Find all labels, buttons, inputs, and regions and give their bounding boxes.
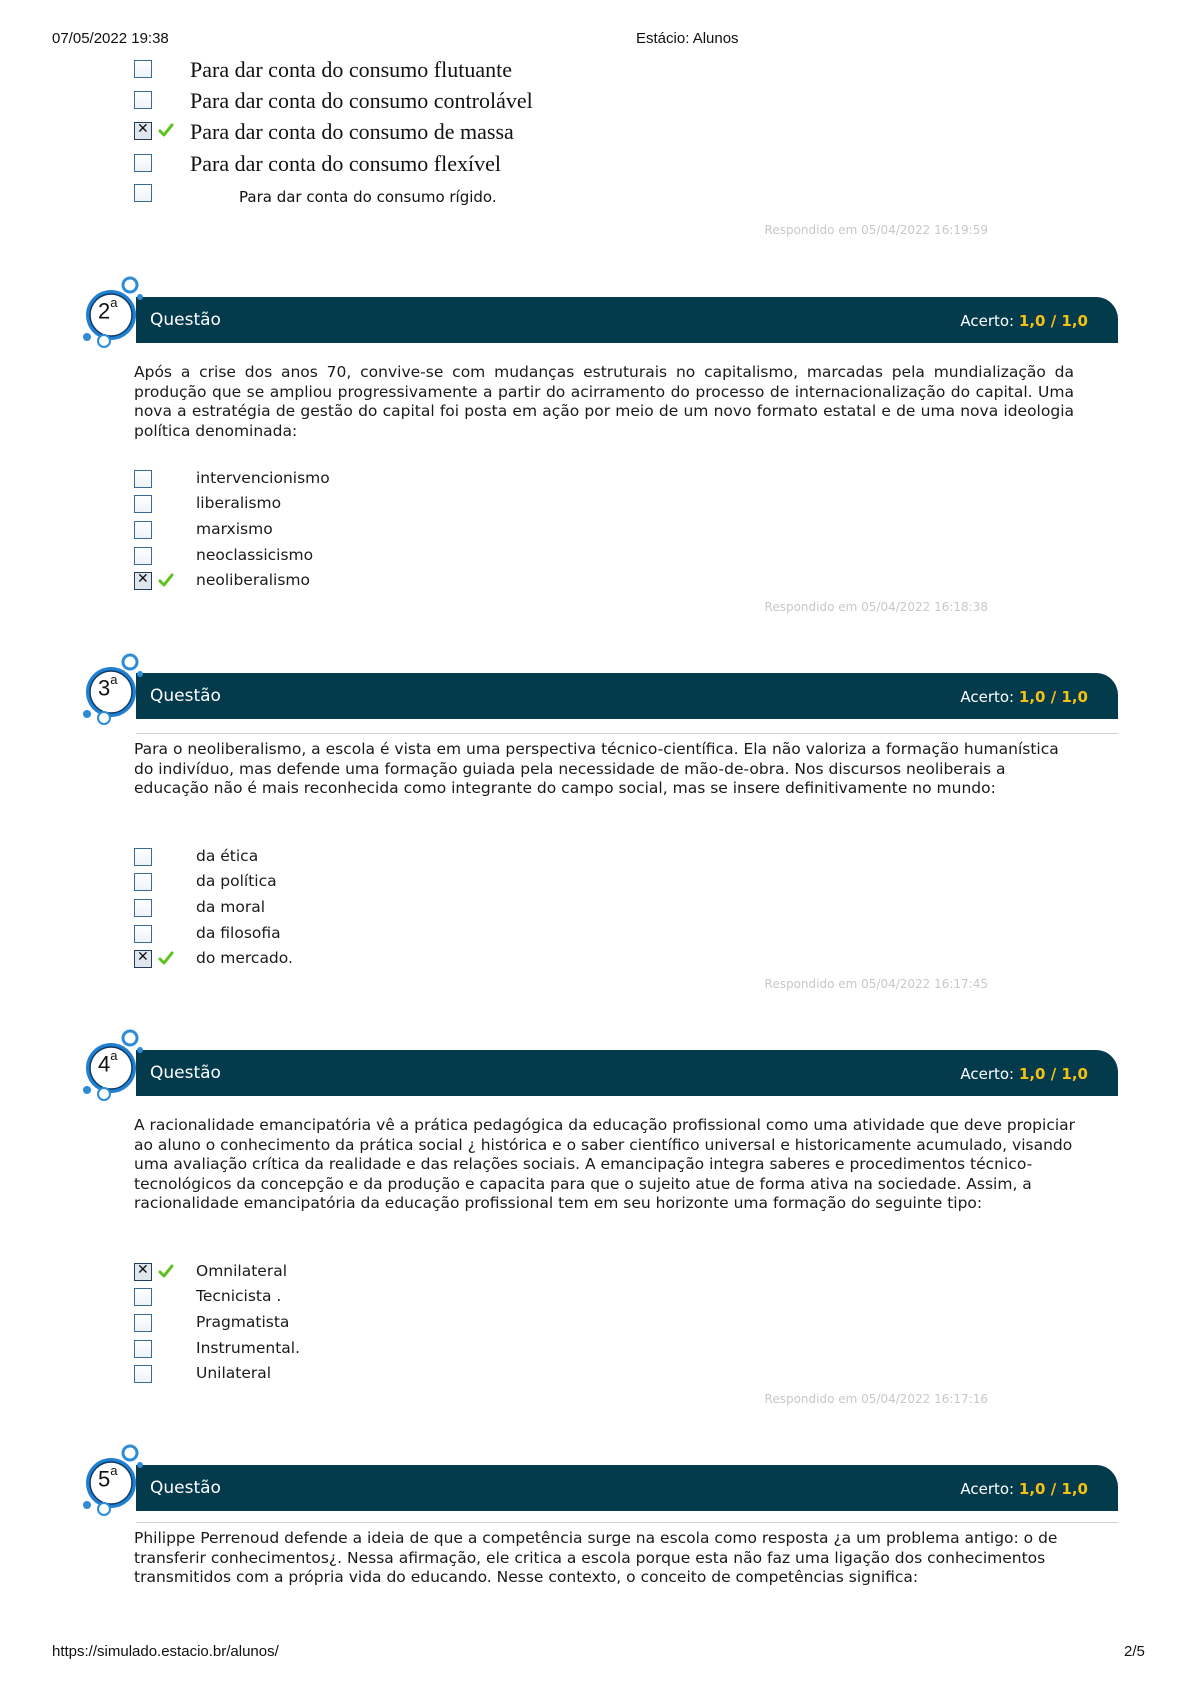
score: Acerto: 1,0 / 1,0 <box>960 1480 1088 1498</box>
question-3-header <box>136 673 1118 719</box>
checked-checkbox[interactable] <box>134 1263 152 1281</box>
checkbox[interactable] <box>134 547 152 565</box>
answered-timestamp: Respondido em 05/04/2022 16:19:59 <box>764 223 988 237</box>
option-label: Para dar conta do consumo controlável <box>190 88 533 113</box>
checkbox[interactable] <box>134 873 152 891</box>
question-2-header <box>136 297 1118 343</box>
option-label: neoclassicismo <box>196 546 314 564</box>
checkbox[interactable] <box>134 1288 152 1306</box>
answer-option[interactable] <box>134 545 534 569</box>
answer-option[interactable] <box>134 897 534 921</box>
checkbox[interactable] <box>134 60 152 78</box>
score: Acerto: 1,0 / 1,0 <box>960 1065 1088 1083</box>
checkbox[interactable] <box>134 184 152 202</box>
option-label: Para dar conta do consumo flexível <box>190 151 501 176</box>
checkbox[interactable] <box>134 91 152 109</box>
option-label: da moral <box>196 898 266 916</box>
checked-checkbox[interactable] <box>134 122 152 140</box>
checkbox[interactable] <box>134 848 152 866</box>
option-label: Unilateral <box>196 1364 272 1382</box>
answer-option[interactable] <box>134 1261 534 1285</box>
question-5-header <box>136 1465 1118 1511</box>
question-number-badge <box>78 275 152 349</box>
question-title: Questão <box>150 1478 221 1498</box>
answer-option[interactable] <box>134 1312 534 1336</box>
question-4-header <box>136 1050 1118 1096</box>
answer-option[interactable] <box>134 570 534 594</box>
checked-checkbox[interactable] <box>134 572 152 590</box>
divider <box>136 733 1118 734</box>
answer-option[interactable] <box>134 1338 534 1362</box>
option-label: liberalismo <box>196 494 282 512</box>
answer-option[interactable] <box>134 871 534 895</box>
option-label: Para dar conta do consumo rígido. <box>239 188 497 206</box>
question-title: Questão <box>150 310 221 330</box>
print-page-number: 2/5 <box>1124 1643 1145 1660</box>
answer-option[interactable] <box>134 948 534 972</box>
option-label: marxismo <box>196 520 273 538</box>
question-number: 5$^a$ <box>98 1463 118 1492</box>
checkbox[interactable] <box>134 1340 152 1358</box>
answer-option[interactable] <box>134 468 534 492</box>
correct-check-icon <box>158 950 174 966</box>
option-label: Para dar conta do consumo de massa <box>190 119 514 144</box>
option-label: intervencionismo <box>196 469 330 487</box>
answer-option[interactable] <box>134 923 534 947</box>
question-text: A racionalidade emancipatória vê a prática pedagógica da educação profissional como uma atividade que deve propiciar ao aluno o conhecimento da prática social ¿ histórica e o saber científico universal e historicamente acumulado, visando uma avaliação crítica da realidade e das relações sociais. A emancipação integra saberes e procedimentos técnico-tecnológicos da concepção e da produção e capacita para que o sujeito atue de forma ativa na sociedade. Assim, a racionalidade emancipatória da educação profissional tem em seu horizonte uma formação do seguinte tipo: <box>134 1116 1076 1212</box>
divider <box>136 1522 1118 1523</box>
question-title: Questão <box>150 1063 221 1083</box>
question-text: Após a crise dos anos 70, convive-se com mudanças estruturais no capitalismo, marcadas pela mundialização da produção que se ampliou progressivamente a partir do acirramento do processo de internacionalização do capital. Uma nova a estratégia de gestão do capital foi posta em ação por meio de um novo formato estatal e de uma nova ideologia política denominada: <box>134 363 1074 440</box>
question-number-badge <box>78 1443 152 1517</box>
checkbox[interactable] <box>134 925 152 943</box>
checkbox[interactable] <box>134 495 152 513</box>
checked-checkbox[interactable] <box>134 950 152 968</box>
answer-option[interactable] <box>134 493 534 517</box>
question-number-badge <box>78 1028 152 1102</box>
option-label: Tecnicista . <box>196 1287 282 1305</box>
answer-option[interactable] <box>134 846 534 870</box>
answer-option[interactable] <box>134 1363 534 1387</box>
correct-check-icon <box>158 572 174 588</box>
answered-timestamp: Respondido em 05/04/2022 16:17:16 <box>764 1392 988 1406</box>
option-label: Para dar conta do consumo flutuante <box>190 57 512 82</box>
checkbox[interactable] <box>134 521 152 539</box>
option-label: do mercado. <box>196 949 293 967</box>
option-label: Pragmatista <box>196 1313 290 1331</box>
checkbox[interactable] <box>134 1365 152 1383</box>
print-url: https://simulado.estacio.br/alunos/ <box>52 1643 279 1660</box>
checkbox[interactable] <box>134 154 152 172</box>
score: Acerto: 1,0 / 1,0 <box>960 688 1088 706</box>
question-title: Questão <box>150 686 221 706</box>
correct-check-icon <box>158 122 174 138</box>
checkbox[interactable] <box>134 470 152 488</box>
option-label: neoliberalismo <box>196 571 310 589</box>
option-label: da filosofia <box>196 924 281 942</box>
question-number-badge <box>78 652 152 726</box>
print-datetime: 07/05/2022 19:38 <box>52 30 169 47</box>
correct-check-icon <box>158 1263 174 1279</box>
answer-option[interactable] <box>134 1286 534 1310</box>
question-number: 3$^a$ <box>98 672 118 701</box>
question-text: Philippe Perrenoud defende a ideia de que a competência surge na escola como resposta ¿a um problema antigo: o de transferir conhecimentos¿. Nessa afirmação, ele critica a escola porque esta não faz uma ligação dos conhecimentos transmitidos com a própria vida do educando. Nesse contexto, o conceito de competências significa: <box>134 1529 1058 1586</box>
print-page-title: Estácio: Alunos <box>636 30 739 47</box>
question-number: 4$^a$ <box>98 1048 118 1077</box>
option-label: Omnilateral <box>196 1262 288 1280</box>
option-label: da política <box>196 872 277 890</box>
option-label: Instrumental. <box>196 1339 301 1357</box>
answer-option[interactable] <box>134 519 534 543</box>
option-label: da ética <box>196 847 259 865</box>
checkbox[interactable] <box>134 1314 152 1332</box>
answered-timestamp: Respondido em 05/04/2022 16:18:38 <box>764 600 988 614</box>
answered-timestamp: Respondido em 05/04/2022 16:17:45 <box>764 977 988 991</box>
checkbox[interactable] <box>134 899 152 917</box>
question-number: 2$^a$ <box>98 295 118 324</box>
score: Acerto: 1,0 / 1,0 <box>960 312 1088 330</box>
question-text: Para o neoliberalismo, a escola é vista em uma perspectiva técnico-científica. Ela não valoriza a formação humanística do indivíduo, mas defende uma formação guiada pela necessidade de mão-de-obra. Nos discursos neoliberais a educação não é mais reconhecida como integrante do campo social, mas se insere definitivamente no mundo: <box>134 740 1059 797</box>
